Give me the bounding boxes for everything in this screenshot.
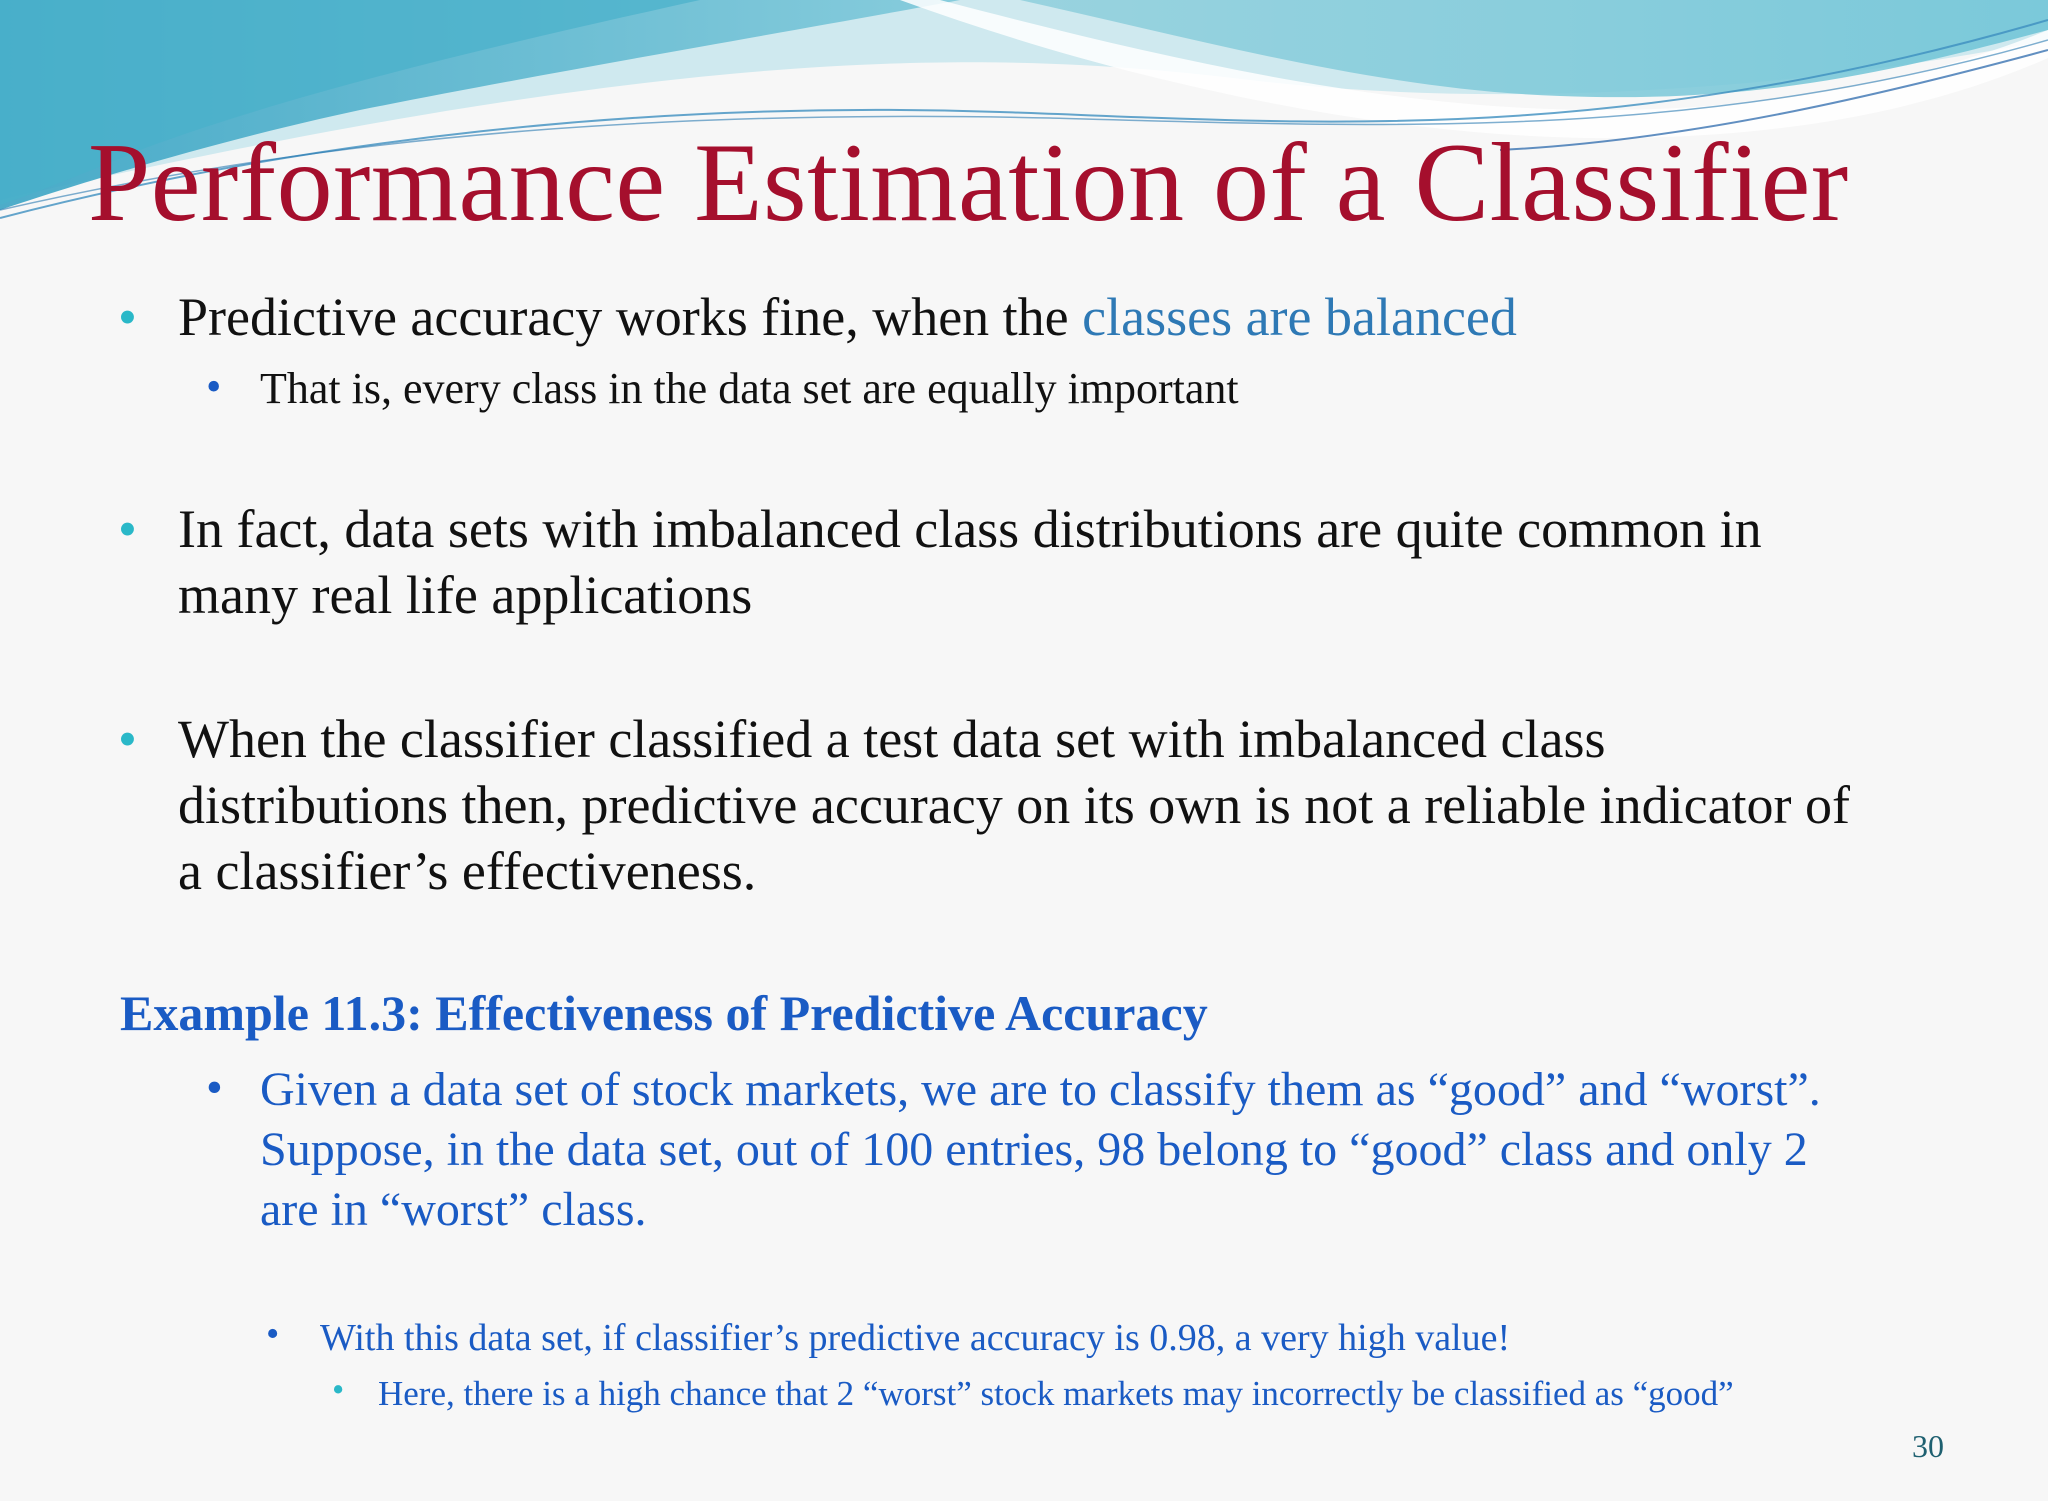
sub-sub-point-dot-icon: • [332,1370,345,1409]
bullet-dot-icon: • [118,499,137,559]
bullet-dot-icon: • [118,709,137,769]
example-point-line-2: Suppose, in the data set, out of 100 entries, 98 belong to “good” class and only 2 [260,1123,1808,1176]
sub-point-text: With this data set, if classifier’s predictive accuracy is 0.98, a very high value! [320,1317,1511,1359]
sub-sub-point-text: Here, there is a high chance that 2 “worst” stock markets may incorrectly be classified as “good” [378,1374,1734,1413]
example-point-line-1: Given a data set of stock markets, we are to classify them as “good” and “worst”. [260,1063,1821,1116]
example-point [0,1060,2048,1240]
bullet-text-line-2: many real life applications [178,565,753,625]
example-sub-sub-point [0,1372,2048,1418]
bullet-text-line-2: distributions then, predictive accuracy on its own is not a reliable indicator of [178,775,1851,835]
bullet-item-1 [0,284,2048,354]
bullet-dot-icon: • [118,287,137,347]
bullet-text-line-1: In fact, data sets with imbalanced class distributions are quite common in [178,499,1762,559]
example-sub-point [0,1314,2048,1364]
bullet-text [178,284,1517,350]
sub-bullet-text: That is, every class in the data set are equally important [260,364,1239,413]
bullet-text-line-3: a classifier’s effectiveness. [178,841,757,901]
sub-bullet-item-1 [0,362,2048,422]
bullet-item-2 [0,496,2048,636]
example-point-line-3: are in “worst” class. [260,1183,647,1236]
bullet-text-prefix: Predictive accuracy works fine, when the [178,287,1083,347]
page-number: 30 [1912,1428,1944,1464]
bullet-text-highlight: classes are balanced [1082,287,1517,347]
example-bullet-dot-icon: • [206,1061,223,1114]
example-heading: Example 11.3: Effectiveness of Predictive Accuracy [120,985,1208,1041]
bullet-text-line-1: When the classifier classified a test data set with imbalanced class [178,709,1606,769]
sub-point-dot-icon: • [266,1313,280,1355]
slide-title: Performance Estimation of a Classifier [88,121,1849,245]
sub-bullet-dot-icon: • [206,362,222,411]
bullet-item-3 [0,706,2048,916]
